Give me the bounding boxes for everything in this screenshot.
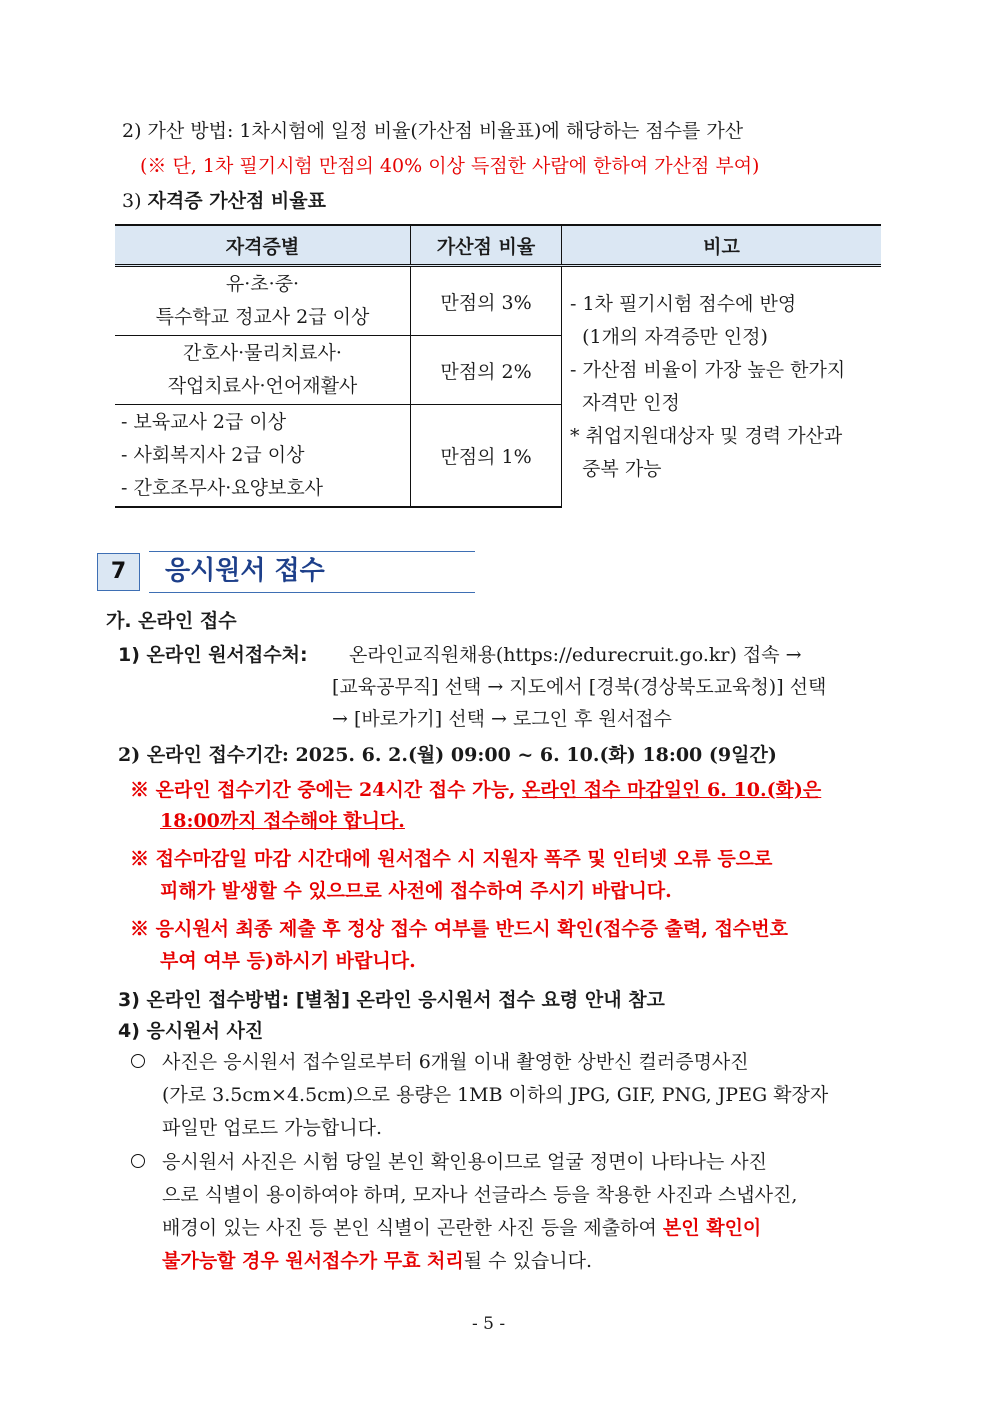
note-2-line-2: 피해가 발생할 수 있으므로 사전에 접수하여 주시기 바랍니다. bbox=[160, 880, 672, 902]
note-2-line-1: ※ 접수마감일 마감 시간대에 원서접수 시 지원자 폭주 및 인터넷 오류 등으로 bbox=[130, 848, 773, 870]
online-place-line-1: 온라인교직원채용(https://edurecruit.go.kr) 접속 → bbox=[349, 644, 802, 666]
certificate-bonus-table bbox=[115, 224, 881, 508]
cert-line: 유·초·중· bbox=[225, 273, 300, 295]
note-1-text: ※ 온라인 접수기간 중에는 24시간 접수 가능, bbox=[130, 779, 523, 801]
cert-cell bbox=[115, 266, 411, 336]
photo-1-line-2: (가로 3.5cm×4.5cm)으로 용량은 1MB 이하의 JPG, GIF, PNG, JPEG 확장자 bbox=[162, 1084, 829, 1106]
table-row bbox=[115, 266, 881, 336]
photo-2-warning: 본인 확인이 bbox=[662, 1217, 762, 1239]
remark-line: - 가산점 비율이 가장 높은 한가지 bbox=[570, 359, 846, 381]
cert-line: 간호사·물리치료사· bbox=[183, 342, 342, 364]
photo-2-text: 배경이 있는 사진 등 본인 식별이 곤란한 사진 등을 제출하여 bbox=[162, 1217, 663, 1239]
table-header-remarks: 비고 bbox=[562, 225, 882, 266]
cert-line: - 보육교사 2급 이상 bbox=[121, 411, 287, 433]
note-1-line-1 bbox=[130, 775, 821, 802]
item-2-text: 2) 가산 방법: 1차시험에 일정 비율(가산점 비율표)에 해당하는 점수를 가산 bbox=[122, 120, 744, 142]
note-1-line-2: 18:00까지 접수해야 합니다. bbox=[160, 810, 405, 832]
cert-cell bbox=[115, 336, 411, 405]
online-place-line-3: → [바로가기] 선택 → 로그인 후 원서접수 bbox=[332, 708, 672, 730]
photo-2-text-end: 될 수 있습니다. bbox=[463, 1250, 593, 1272]
item-3-heading bbox=[122, 186, 326, 213]
ratio-cell: 만점의 2% bbox=[411, 336, 562, 405]
page-number: - 5 - bbox=[472, 1314, 506, 1334]
online-heading: 가. 온라인 접수 bbox=[106, 610, 237, 632]
remark-line: - 1차 필기시험 점수에 반영 bbox=[570, 293, 797, 315]
photo-2-line-3 bbox=[162, 1213, 761, 1240]
note-3-line-2: 부여 여부 등)하시기 바랍니다. bbox=[160, 950, 416, 972]
note-3-line-1: ※ 응시원서 최종 제출 후 정상 접수 여부를 반드시 확인(접수증 출력, 접수번호 bbox=[130, 918, 788, 940]
photo-2-warning-cont: 불가능할 경우 원서접수가 무효 처리 bbox=[162, 1250, 464, 1272]
remark-line: 자격만 인정 bbox=[570, 392, 680, 414]
cert-line: 작업치료사·언어재활사 bbox=[167, 375, 358, 397]
remark-line: 중복 가능 bbox=[570, 458, 662, 480]
remarks-cell bbox=[562, 266, 882, 508]
table-header-ratio: 가산점 비율 bbox=[411, 225, 562, 266]
photo-heading: 4) 응시원서 사진 bbox=[118, 1020, 264, 1042]
cert-cell bbox=[115, 405, 411, 508]
item-3-title: 자격증 가산점 비율표 bbox=[147, 190, 326, 212]
ratio-cell: 만점의 1% bbox=[411, 405, 562, 508]
photo-2-line-4 bbox=[162, 1246, 592, 1273]
online-place-line-2: [교육공무직] 선택 → 지도에서 [경북(경상북도교육청)] 선택 bbox=[332, 676, 827, 698]
online-place-label: 1) 온라인 원서접수처: bbox=[118, 644, 308, 666]
online-method: 3) 온라인 접수방법: [별첨] 온라인 응시원서 접수 요령 안내 참고 bbox=[118, 989, 665, 1011]
online-period: 2) 온라인 접수기간: 2025. 6. 2.(월) 09:00 ~ 6. 10.(화) 18:00 (9일간) bbox=[118, 744, 777, 766]
remark-line: * 취업지원대상자 및 경력 가산과 bbox=[570, 425, 843, 447]
table-header-cert: 자격증별 bbox=[115, 225, 411, 266]
section-number-badge: 7 bbox=[97, 553, 140, 591]
cert-line: - 간호조무사·요양보호사 bbox=[121, 477, 324, 499]
section-title: 응시원서 접수 bbox=[149, 551, 475, 593]
photo-1-line-3: 파일만 업로드 가능합니다. bbox=[162, 1117, 383, 1139]
item-2-note: (※ 단, 1차 필기시험 만점의 40% 이상 득점한 사람에 한하여 가산점 부여) bbox=[140, 155, 760, 177]
circle-bullet-icon bbox=[131, 1154, 145, 1168]
photo-2-line-2: 으로 식별이 용이하여야 하며, 모자나 선글라스 등을 착용한 사진과 스냅사진, bbox=[162, 1184, 798, 1206]
circle-bullet-icon bbox=[131, 1054, 145, 1068]
table-header-row bbox=[115, 225, 881, 266]
cert-line: 특수학교 정교사 2급 이상 bbox=[155, 306, 370, 328]
photo-2-line-1: 응시원서 사진은 시험 당일 본인 확인용이므로 얼굴 정면이 나타나는 사진 bbox=[162, 1151, 767, 1173]
cert-line: - 사회복지사 2급 이상 bbox=[121, 444, 305, 466]
note-1-deadline: 온라인 접수 마감일인 6. 10.(화)은 bbox=[522, 779, 822, 801]
remark-line: (1개의 자격증만 인정) bbox=[570, 326, 768, 348]
ratio-cell: 만점의 3% bbox=[411, 266, 562, 336]
photo-1-line-1: 사진은 응시원서 접수일로부터 6개월 이내 촬영한 상반신 컬러증명사진 bbox=[162, 1051, 749, 1073]
item-3-number: 3) bbox=[122, 190, 142, 212]
